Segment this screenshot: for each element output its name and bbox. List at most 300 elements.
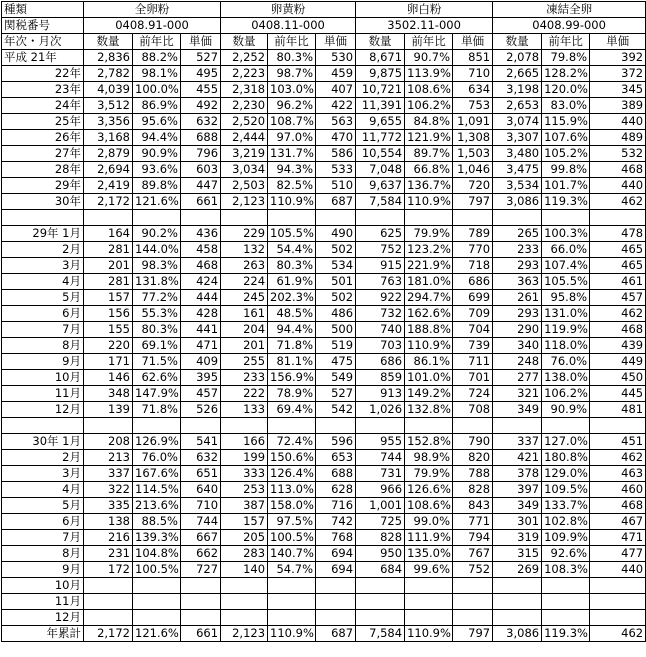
empty-cell — [356, 418, 405, 434]
yoy-cell: 105.5% — [542, 274, 590, 290]
period-cell: 24年 — [2, 98, 84, 114]
quantity-cell: 3,198 — [493, 82, 542, 98]
unit-price-cell: 634 — [453, 82, 493, 98]
yoy-cell — [542, 578, 590, 594]
yoy-cell: 128.2% — [542, 66, 590, 82]
yoy-cell: 102.8% — [542, 514, 590, 530]
table-row — [2, 146, 646, 162]
yoy-cell: 100.5% — [268, 530, 316, 546]
period-cell: 26年 — [2, 130, 84, 146]
unit-price-cell: 586 — [316, 146, 356, 162]
unit-price-cell: 688 — [181, 130, 221, 146]
unit-price-cell: 449 — [590, 354, 646, 370]
table-row — [2, 306, 646, 322]
yoy-cell: 79.9% — [405, 466, 453, 482]
quantity-cell: 171 — [84, 354, 133, 370]
yoy-cell: 54.4% — [268, 242, 316, 258]
table-row — [2, 402, 646, 418]
unit-price-cell: 447 — [181, 178, 221, 194]
empty-cell — [453, 418, 493, 434]
yoy-cell: 89.7% — [405, 146, 453, 162]
quantity-cell: 1,001 — [356, 498, 405, 514]
empty-cell — [133, 210, 181, 226]
unit-price-header: 単価 — [453, 34, 493, 50]
unit-price-cell: 445 — [590, 386, 646, 402]
unit-price-cell: 651 — [181, 466, 221, 482]
period-cell: 2月 — [2, 450, 84, 466]
unit-price-cell: 462 — [590, 626, 646, 642]
yoy-cell: 94.4% — [268, 322, 316, 338]
quantity-cell: 3,086 — [493, 194, 542, 210]
yoy-cell: 126.4% — [268, 466, 316, 482]
yoy-cell — [405, 610, 453, 626]
yoy-cell: 54.7% — [268, 562, 316, 578]
period-cell: 2月 — [2, 242, 84, 258]
unit-price-cell: 457 — [181, 386, 221, 402]
period-cell: 30年 — [2, 194, 84, 210]
unit-price-cell: 477 — [590, 546, 646, 562]
quantity-cell: 2,653 — [493, 98, 542, 114]
unit-price-cell: 687 — [316, 626, 356, 642]
yoy-cell: 123.2% — [405, 242, 453, 258]
quantity-cell: 2,444 — [221, 130, 268, 146]
unit-price-cell: 704 — [453, 322, 493, 338]
quantity-cell: 348 — [84, 386, 133, 402]
yoy-cell: 97.0% — [268, 130, 316, 146]
yoy-cell: 61.9% — [268, 274, 316, 290]
yoy-cell: 71.8% — [268, 338, 316, 354]
table-body — [2, 2, 646, 642]
quantity-cell: 3,475 — [493, 162, 542, 178]
unit-price-cell: 465 — [590, 258, 646, 274]
period-cell: 22年 — [2, 66, 84, 82]
unit-price-cell: 628 — [316, 482, 356, 498]
table-row — [2, 370, 646, 386]
yoy-cell: 115.9% — [542, 114, 590, 130]
unit-price-cell: 471 — [590, 530, 646, 546]
yoy-cell: 55.3% — [133, 306, 181, 322]
unit-price-cell: 828 — [453, 482, 493, 498]
unit-price-cell: 794 — [453, 530, 493, 546]
unit-price-cell — [316, 594, 356, 610]
quantity-cell — [84, 594, 133, 610]
category-name: 卵黄粉 — [221, 2, 356, 18]
yoy-cell — [542, 610, 590, 626]
unit-price-cell: 345 — [590, 82, 646, 98]
quantity-cell: 166 — [221, 434, 268, 450]
yoy-cell: 152.8% — [405, 434, 453, 450]
empty-cell — [493, 418, 542, 434]
yoy-cell: 69.1% — [133, 338, 181, 354]
unit-price-cell: 440 — [590, 114, 646, 130]
unit-price-cell: 463 — [590, 466, 646, 482]
table-row — [2, 354, 646, 370]
unit-price-cell: 790 — [453, 434, 493, 450]
unit-price-cell: 688 — [316, 466, 356, 482]
unit-price-cell — [590, 610, 646, 626]
unit-price-cell: 1,308 — [453, 130, 493, 146]
quantity-cell: 9,875 — [356, 66, 405, 82]
yoy-cell: 71.8% — [133, 402, 181, 418]
unit-price-cell: 710 — [181, 498, 221, 514]
table-row — [2, 338, 646, 354]
yoy-cell: 72.4% — [268, 434, 316, 450]
quantity-cell: 915 — [356, 258, 405, 274]
quantity-cell: 859 — [356, 370, 405, 386]
yoy-cell: 132.8% — [405, 402, 453, 418]
yoy-cell: 162.6% — [405, 306, 453, 322]
yoy-cell: 92.6% — [542, 546, 590, 562]
quantity-cell: 421 — [493, 450, 542, 466]
category-name: 卵白粉 — [356, 2, 493, 18]
period-cell: 9月 — [2, 562, 84, 578]
table-row — [2, 386, 646, 402]
quantity-cell: 950 — [356, 546, 405, 562]
quantity-cell: 363 — [493, 274, 542, 290]
unit-price-cell: 455 — [181, 82, 221, 98]
unit-price-cell: 492 — [181, 98, 221, 114]
unit-price-cell: 502 — [316, 290, 356, 306]
unit-price-cell: 450 — [590, 370, 646, 386]
unit-price-cell: 372 — [590, 66, 646, 82]
quantity-cell: 3,356 — [84, 114, 133, 130]
unit-price-cell: 478 — [590, 226, 646, 242]
quantity-cell: 245 — [221, 290, 268, 306]
yoy-cell: 71.5% — [133, 354, 181, 370]
unit-price-cell: 720 — [453, 178, 493, 194]
yoy-cell: 126.9% — [133, 434, 181, 450]
quantity-cell: 625 — [356, 226, 405, 242]
period-cell: 6月 — [2, 514, 84, 530]
yoy-cell: 118.0% — [542, 338, 590, 354]
yoy-cell: 136.7% — [405, 178, 453, 194]
unit-price-cell: 475 — [316, 354, 356, 370]
table-row — [2, 626, 646, 642]
unit-price-cell: 724 — [453, 386, 493, 402]
table-row — [2, 194, 646, 210]
quantity-cell: 10,554 — [356, 146, 405, 162]
empty-cell — [2, 418, 84, 434]
yoy-cell: 99.8% — [542, 162, 590, 178]
yoy-cell: 138.0% — [542, 370, 590, 386]
period-cell: 4月 — [2, 482, 84, 498]
unit-price-cell: 788 — [453, 466, 493, 482]
quantity-cell: 337 — [84, 466, 133, 482]
yoy-cell: 129.0% — [542, 466, 590, 482]
yoy-cell: 133.7% — [542, 498, 590, 514]
unit-price-cell — [181, 578, 221, 594]
unit-price-cell: 462 — [590, 450, 646, 466]
yoy-cell: 106.2% — [405, 98, 453, 114]
unit-price-cell — [453, 594, 493, 610]
unit-price-cell: 843 — [453, 498, 493, 514]
quantity-cell: 164 — [84, 226, 133, 242]
period-cell: 29年 1月 — [2, 226, 84, 242]
yoy-cell: 126.6% — [405, 482, 453, 498]
quantity-cell: 283 — [221, 546, 268, 562]
quantity-cell: 2,172 — [84, 626, 133, 642]
unit-price-cell: 640 — [181, 482, 221, 498]
quantity-cell: 139 — [84, 402, 133, 418]
table-row — [2, 178, 646, 194]
quantity-cell: 172 — [84, 562, 133, 578]
unit-price-cell: 699 — [453, 290, 493, 306]
quantity-cell: 2,419 — [84, 178, 133, 194]
quantity-cell — [356, 594, 405, 610]
yoy-cell: 98.3% — [133, 258, 181, 274]
quantity-cell: 301 — [493, 514, 542, 530]
table-row — [2, 258, 646, 274]
quantity-cell: 293 — [493, 306, 542, 322]
quantity-cell: 315 — [493, 546, 542, 562]
unit-price-cell: 661 — [181, 194, 221, 210]
unit-price-cell: 533 — [316, 162, 356, 178]
unit-price-cell: 716 — [316, 498, 356, 514]
unit-price-cell — [453, 578, 493, 594]
yoy-cell: 76.0% — [133, 450, 181, 466]
quantity-cell: 224 — [221, 274, 268, 290]
unit-price-cell — [590, 578, 646, 594]
unit-price-cell: 458 — [181, 242, 221, 258]
quantity-cell: 253 — [221, 482, 268, 498]
period-cell: 28年 — [2, 162, 84, 178]
empty-cell — [221, 418, 268, 434]
quantity-cell — [356, 578, 405, 594]
quantity-cell: 157 — [84, 290, 133, 306]
quantity-cell: 205 — [221, 530, 268, 546]
unit-price-cell: 468 — [590, 162, 646, 178]
unit-price-cell: 468 — [590, 498, 646, 514]
table-row — [2, 66, 646, 82]
yoy-cell — [133, 594, 181, 610]
quantity-cell: 349 — [493, 498, 542, 514]
quantity-cell: 725 — [356, 514, 405, 530]
yoy-cell: 89.8% — [133, 178, 181, 194]
unit-price-cell: 526 — [181, 402, 221, 418]
quantity-cell: 281 — [84, 274, 133, 290]
yoy-cell: 79.9% — [405, 226, 453, 242]
unit-price-cell: 753 — [453, 98, 493, 114]
table-row — [2, 290, 646, 306]
period-cell: 27年 — [2, 146, 84, 162]
quantity-cell: 132 — [221, 242, 268, 258]
quantity-cell: 201 — [221, 338, 268, 354]
yoy-cell: 95.8% — [542, 290, 590, 306]
unit-price-cell: 468 — [590, 322, 646, 338]
quantity-cell: 966 — [356, 482, 405, 498]
quantity-cell: 201 — [84, 258, 133, 274]
quantity-cell: 378 — [493, 466, 542, 482]
quantity-cell: 397 — [493, 482, 542, 498]
period-cell: 12月 — [2, 610, 84, 626]
unit-price-cell: 563 — [316, 114, 356, 130]
yoy-cell: 110.9% — [268, 194, 316, 210]
quantity-cell: 731 — [356, 466, 405, 482]
table-row — [2, 274, 646, 290]
unit-price-cell: 424 — [181, 274, 221, 290]
table-row — [2, 514, 646, 530]
table-row — [2, 578, 646, 594]
unit-price-cell: 440 — [590, 562, 646, 578]
yoy-cell: 82.5% — [268, 178, 316, 194]
unit-price-cell: 459 — [316, 66, 356, 82]
quantity-cell: 321 — [493, 386, 542, 402]
period-cell: 10月 — [2, 370, 84, 386]
empty-cell — [590, 210, 646, 226]
unit-price-cell: 768 — [316, 530, 356, 546]
quantity-header: 数量 — [356, 34, 405, 50]
quantity-cell — [493, 578, 542, 594]
quantity-cell: 955 — [356, 434, 405, 450]
unit-price-cell: 510 — [316, 178, 356, 194]
unit-price-cell: 486 — [316, 306, 356, 322]
period-cell: 11月 — [2, 594, 84, 610]
quantity-cell: 740 — [356, 322, 405, 338]
unit-price-cell — [453, 610, 493, 626]
quantity-cell: 231 — [84, 546, 133, 562]
yoy-cell: 108.7% — [268, 114, 316, 130]
yoy-cell: 120.0% — [542, 82, 590, 98]
unit-price-cell: 407 — [316, 82, 356, 98]
hs-code: 0408.91-000 — [84, 18, 221, 34]
unit-price-cell: 461 — [590, 274, 646, 290]
sub-header-row — [2, 34, 646, 50]
yoy-cell: 103.0% — [268, 82, 316, 98]
yoy-cell — [405, 578, 453, 594]
unit-price-cell: 422 — [316, 98, 356, 114]
quantity-cell — [493, 610, 542, 626]
unit-price-cell: 603 — [181, 162, 221, 178]
unit-price-cell: 767 — [453, 546, 493, 562]
unit-price-cell: 519 — [316, 338, 356, 354]
yoy-cell: 97.5% — [268, 514, 316, 530]
yoy-cell: 106.2% — [542, 386, 590, 402]
quantity-cell: 199 — [221, 450, 268, 466]
yoy-cell: 119.3% — [542, 194, 590, 210]
unit-price-cell: 440 — [590, 178, 646, 194]
unit-price-cell: 527 — [316, 386, 356, 402]
category-header-row — [2, 2, 646, 18]
quantity-cell: 7,048 — [356, 162, 405, 178]
unit-price-cell — [316, 578, 356, 594]
period-cell: 5月 — [2, 498, 84, 514]
quantity-cell: 161 — [221, 306, 268, 322]
period-label: 年次・月次 — [2, 34, 84, 50]
yoy-cell: 66.0% — [542, 242, 590, 258]
yoy-cell: 147.9% — [133, 386, 181, 402]
quantity-cell: 3,074 — [493, 114, 542, 130]
empty-cell — [453, 210, 493, 226]
yoy-cell: 202.3% — [268, 290, 316, 306]
quantity-cell: 349 — [493, 402, 542, 418]
yoy-cell: 294.7% — [405, 290, 453, 306]
quantity-cell: 2,123 — [221, 194, 268, 210]
yoy-cell: 104.8% — [133, 546, 181, 562]
quantity-cell: 3,307 — [493, 130, 542, 146]
unit-price-cell: 462 — [590, 194, 646, 210]
yoy-cell: 100.5% — [133, 562, 181, 578]
yoy-cell: 221.9% — [405, 258, 453, 274]
quantity-cell: 684 — [356, 562, 405, 578]
yoy-cell: 48.5% — [268, 306, 316, 322]
quantity-cell: 2,879 — [84, 146, 133, 162]
quantity-cell: 340 — [493, 338, 542, 354]
yoy-cell: 83.0% — [542, 98, 590, 114]
yoy-cell: 99.6% — [405, 562, 453, 578]
unit-price-cell: 797 — [453, 194, 493, 210]
yoy-cell: 80.3% — [268, 258, 316, 274]
yoy-cell: 98.1% — [133, 66, 181, 82]
yoy-cell — [133, 610, 181, 626]
yoy-cell: 180.8% — [542, 450, 590, 466]
period-cell: 30年 1月 — [2, 434, 84, 450]
table-row — [2, 466, 646, 482]
yoy-cell: 90.2% — [133, 226, 181, 242]
yoy-cell: 80.3% — [133, 322, 181, 338]
quantity-cell: 233 — [493, 242, 542, 258]
yoy-cell: 90.9% — [542, 402, 590, 418]
table-row — [2, 162, 646, 178]
quantity-cell: 208 — [84, 434, 133, 450]
unit-price-cell: 534 — [316, 258, 356, 274]
quantity-cell: 3,086 — [493, 626, 542, 642]
table-row — [2, 322, 646, 338]
quantity-cell: 290 — [493, 322, 542, 338]
quantity-cell: 2,694 — [84, 162, 133, 178]
unit-price-cell — [181, 610, 221, 626]
spacer-row — [2, 418, 646, 434]
yoy-cell: 80.3% — [268, 50, 316, 66]
quantity-cell: 2,172 — [84, 194, 133, 210]
quantity-cell: 146 — [84, 370, 133, 386]
unit-price-cell: 441 — [181, 322, 221, 338]
unit-price-cell: 744 — [181, 514, 221, 530]
unit-price-cell: 797 — [453, 626, 493, 642]
yoy-cell: 121.9% — [405, 130, 453, 146]
unit-price-cell: 495 — [181, 66, 221, 82]
yoy-cell: 150.6% — [268, 450, 316, 466]
yoy-cell: 88.5% — [133, 514, 181, 530]
unit-price-cell: 389 — [590, 98, 646, 114]
empty-cell — [542, 210, 590, 226]
unit-price-cell: 1,503 — [453, 146, 493, 162]
unit-price-cell: 465 — [590, 242, 646, 258]
quantity-cell: 2,078 — [493, 50, 542, 66]
yoy-cell: 93.6% — [133, 162, 181, 178]
unit-price-cell: 489 — [590, 130, 646, 146]
empty-cell — [221, 210, 268, 226]
yoy-cell: 79.8% — [542, 50, 590, 66]
yoy-cell: 111.9% — [405, 530, 453, 546]
quantity-cell: 3,168 — [84, 130, 133, 146]
quantity-cell: 2,782 — [84, 66, 133, 82]
unit-price-cell: 471 — [181, 338, 221, 354]
yoy-cell: 213.6% — [133, 498, 181, 514]
unit-price-cell: 667 — [181, 530, 221, 546]
quantity-cell: 155 — [84, 322, 133, 338]
quantity-cell: 2,318 — [221, 82, 268, 98]
unit-price-cell: 727 — [181, 562, 221, 578]
unit-price-cell: 392 — [590, 50, 646, 66]
quantity-cell — [221, 610, 268, 626]
empty-cell — [84, 210, 133, 226]
yoy-header: 前年比 — [133, 34, 181, 50]
unit-price-cell: 739 — [453, 338, 493, 354]
quantity-cell: 140 — [221, 562, 268, 578]
period-cell: 25年 — [2, 114, 84, 130]
unit-price-cell: 439 — [590, 338, 646, 354]
unit-price-cell: 694 — [316, 546, 356, 562]
